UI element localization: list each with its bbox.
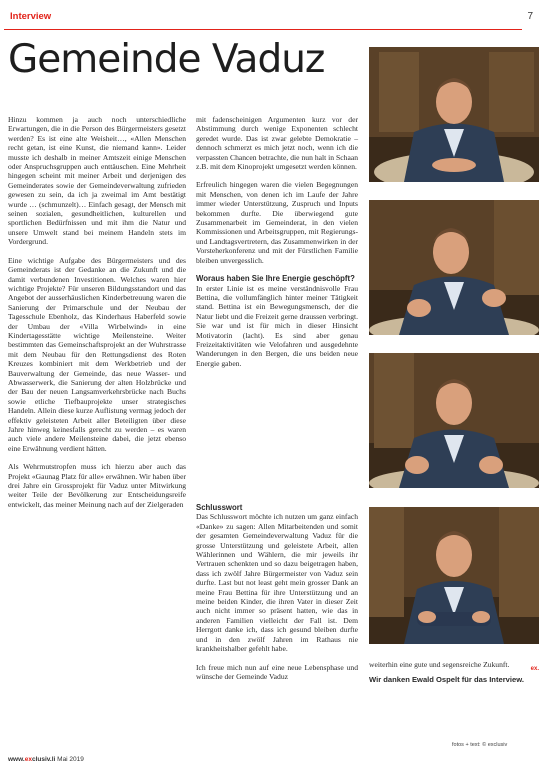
photo-credits: fotos + text: © exclusiv xyxy=(452,742,508,748)
portrait-photo-1 xyxy=(369,47,539,182)
article-column-1 xyxy=(8,115,186,518)
footer-issue: Mai 2019 xyxy=(57,756,84,763)
closing-heading: Schlusswort xyxy=(196,503,243,512)
paragraph: Erfreulich hingegen waren die vielen Begegnungen mit Menschen, von denen ich im Laufe der Jahre immer wieder Unterstützung, Zuspruch und Inputs bekommen durfte. Die überwiegend gute Zusammenarbeit im Gemeinderat, in den vielen Kommissionen und Arbeitsgruppen, mit Regierungs- und Landtagsvertretern, das Zusammenwirken in der Vorsteherkonferenz und mit der Fürstlichen Familie bleiben unvergesslich. xyxy=(196,180,358,265)
question-heading: Woraus haben Sie Ihre Energie geschöpft? xyxy=(196,274,355,284)
portrait-photo-4 xyxy=(369,507,539,644)
signoff-mark: ex. xyxy=(530,666,539,673)
footer-brand: ex xyxy=(24,756,32,763)
page-header xyxy=(4,9,522,30)
paragraph: Als Wehrmutstropfen muss ich hierzu aber auch das Projekt «Gaunag Platz für alle» erwähnen. Wir haben über drei Jahre ein Grossprojekt für Vaduz unter Mitwirkung weiter Teile der Bevölkerung zur Entscheidungsreife entwickelt, das meiner Meinung nach auf der Zielgeraden xyxy=(8,462,186,509)
article-column-2-closing xyxy=(196,503,358,690)
page-number: 7 xyxy=(527,11,533,22)
portrait-photo-3 xyxy=(369,353,539,488)
section-label: Interview xyxy=(10,11,52,22)
page-title: Gemeinde Vaduz xyxy=(8,37,325,82)
paragraph: Eine wichtige Aufgabe des Bürgermeisters und des Gemeinderats ist der Gedanke an die Zukunft und die damit verbundenen Investitionen. Welches waren hier wichtige Projekte? Für unseren Bildungsstandort und das Angebot der ausserhäuslichen Kinderbetreuung waren die Sanierung der Primarschule und der Neubau der Tagesschule Ebenholz, das Kinderhaus Haberfeld sowie der Umbau der «Villa Wirbelwind» in eine Kindertagesstätte wichtige Meilensteine. Weiter bestimmten das Gemeinschaftsprojekt an der Wuhrstrasse mit dem Neubau für den Rettungsdienst des Roten Kreuzes kombiniert mit dem Werkbetrieb und der Bauverwaltung der Gemeinde, das neue Wasser- und Abwasserwerk, die Sanierung der alten Holzbrücke und der Bau der neuen Langsamverkehrsbrücke nach Buchs sowie etliche Tiefbauprojekte unser strategisches Handeln. Allein diese kurze Auflistung vermag jedoch der effektiv geleisteten Arbeit aller Beteiligten über diese Jahre hinweg keinesfalls gerecht zu werden – es waren auch viele andere Meilensteine dabei, die jetzt ebenso eine Erwähnung verdient hätten. xyxy=(8,255,186,453)
paragraph: Hinzu kommen ja auch noch unterschiedliche Erwartungen, die in die Person des Bürgermeisters gesetzt werden? Es ist eine alte Weisheit…, «Allen Menschen recht getan, ist eine Kunst, die niemand kann». Leider musste ich deshalb in meiner Amtszeit einige Menschen oder Anspruchsgruppen auch enttäuschen. Eine Mehrheit hingegen scheint mit meiner Arbeit und derjenigen des Gemeinderates sowie der Gemeindeverwaltung zufrieden gewesen zu sein, da ich ja zweimal im Amt bestätigt wurde … (schmunzelt)… Einfach gesagt, der Mensch mit seinen sozialen, gesundheitlichen, kulturellen und sportlichen Bedürfnissen und mit ihm die Natur und unsere Umwelt stand bei meinem Handeln stets im Vordergrund. xyxy=(8,115,186,247)
article-column-3-closing xyxy=(369,660,539,693)
footer-url-prefix: www. xyxy=(8,756,25,763)
portrait-photo-2 xyxy=(369,200,539,335)
paragraph: Das Schlusswort möchte ich nutzen um ganz einfach «Danke» zu sagen: Allen Mitarbeitenden und somit der gesamten Gemeindeverwaltung Vaduz für die grosse Unterstützung und geleistete Arbeit, allen Wählerinnen und Wählern, die mir jeweils ihr Vertrauen schenkten und so dazu beigetragen haben, dass ich zwölf Jahre Bürgermeister von Vaduz sein durfte. Last but not least geht mein grosser Dank an meine Frau Bettina für ihre Unterstützung und an meine beiden Kinder, die ihren Vater in dieser Zeit auch nicht immer so präsent hatten, wie das in anderen Familien vielleicht der Fall ist. Dem Herrgott danke ich, dass ich gesund bleiben durfte und in den zwölf Jahren im Rathaus nie krankheitshalber gefehlt habe. xyxy=(196,512,358,654)
thanks-line: Wir danken Ewald Ospelt für das Interview. xyxy=(369,674,524,684)
article-column-2 xyxy=(196,115,358,377)
paragraph: weiterhin eine gute und segensreiche Zukunft. xyxy=(369,660,510,669)
paragraph: In erster Linie ist es meine verständnisvolle Frau Bettina, die vollumfänglich hinter meiner Tätigkeit stand. Bettina ist ein Bewegungsmensch, der die Natur liebt und die Freizeit gerne draussen verbringt. Sie war und ist für mich in dieser Hinsicht Motivatorin (lacht). Es sind aber genau Freizeitaktivitäten wie Velofahren und ausgedehnte Wanderungen in den Bergen, die uns beiden neue Energie gaben. xyxy=(196,283,358,368)
footer-url-suffix: clusiv.li xyxy=(31,756,56,763)
paragraph: Ich freue mich nun auf eine neue Lebensphase und wünsche der Gemeinde Vaduz xyxy=(196,662,358,681)
page-footer xyxy=(8,756,84,763)
paragraph: mit fadenscheinigen Argumenten kurz vor der Abstimmung durch wenige Exponenten schlecht geredet wurde. Das ist zwar gelebte Demokratie – dennoch schmerzt es mich jetzt noch, wenn ich die verpassten Chancen betrachte, die nun halt in Schaan z.B. mit dem Kinoprojekt umgesetzt werden können. xyxy=(196,115,358,172)
header-rule xyxy=(4,29,522,30)
